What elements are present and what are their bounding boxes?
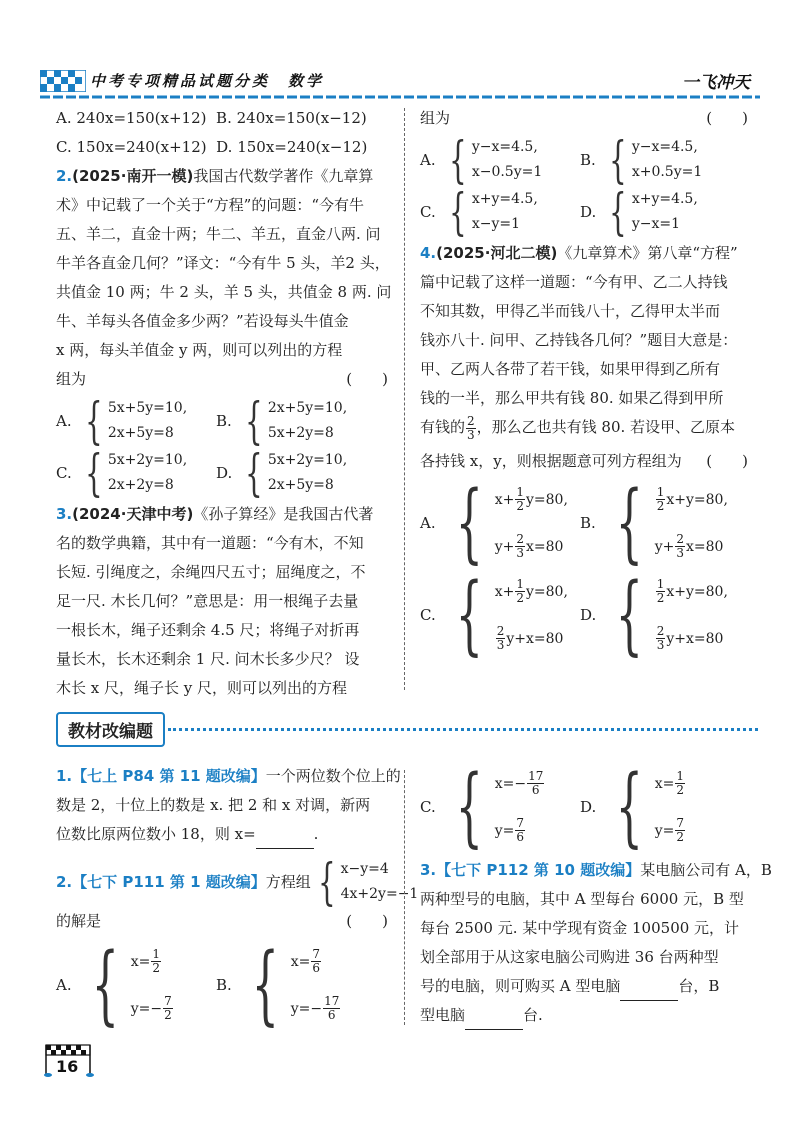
q1-options-row1: A. 240x=150(x+12) B. 240x=150(x−12) bbox=[56, 109, 367, 127]
answer-paren: ( ) bbox=[706, 452, 748, 470]
q3-option-b[interactable]: B. { y−x=4.5, x+0.5y=1 bbox=[580, 131, 703, 189]
q4-option-d[interactable]: D. { $\frac{1}{2}$ x+y=80, $\frac{2}{3}$ y+x=80 bbox=[580, 565, 728, 665]
section-dotted-rule bbox=[168, 728, 758, 731]
q2-option-a[interactable]: A. { 5x+5y=10, 2x+5y=8 bbox=[56, 392, 188, 450]
section-title: 教材改编题 bbox=[56, 712, 165, 747]
answer-blank-a[interactable] bbox=[620, 982, 678, 1001]
textbook-question-3: 3.【七下 P112 第 10 题改编】某电脑公司有 A，B 两种型号的电脑，其中 A 型每台 6000 元，B 型 每台 2500 元. 某中学现有资金 100500 元，计 划全部用于从这家电脑公司购进 36 台两种型 号的电脑，则可购买 A 型电脑 台，B 型电脑 台. bbox=[420, 856, 756, 1030]
question-4: 4.(2025·河北二模)《九章算术》第八章“方程” 篇中记载了这样一道题：“今有甲、乙二人持钱 不知其数，甲得乙半而钱八十，乙得甲太半而 钱亦八十. 问甲、乙持钱各几何？”题目大意是： 甲、乙两人各带了若干钱，如果甲得到乙所有 钱的一半，那么甲共有钱 80. 如果乙得到甲所 有钱的 $\frac{2}{3}$ ，那么乙也共有钱 80. 若设甲、乙原本 各持钱 x，y，则根据题意可列方程组为 ( ) A. { x+ $\frac{1}{2}$ y=80, y+ $\frac{2}{3}$ x=80 B. { $\frac{1}{2}$ x+y=80, y+ $\frac{2}{3}$ x=80 C. { x+ $\frac{1}{2}$ y=80, $\frac{2}{3}$ y+x=80 D. { $\frac{1}{2}$ x+y=80, $\frac{2}{3}$ y+x=80 bbox=[420, 244, 748, 665]
right-column: 组为 ( ) A. { y−x=4.5, x−0.5y=1 B. { y−x=4.5, x+0.5y=1 C. { x+y=4.5, x−y=1 D. { x+y=4.5, y−x=1 4.(2025·河北二模)《九章算术》第八章“方程” 篇中记载了这样一道题：“今有甲、乙二人持钱 不知其数，甲得乙半而钱八十，乙得甲太半而 钱亦八十. 问甲、乙持钱各几何？”题目大意是： 甲、乙两人各带了若干钱，如果甲得到乙所有 钱的一半，那么甲共有钱 80. 如果乙得到甲所 有钱的 $\frac{2}{3}$ ，那么乙也共有钱 80. 若设甲、乙原本 各持钱 x，y，则根据题意可列方程组为 ( ) A. { x+ $\frac{1}{2}$ y=80, y+ $\frac{2}{3}$ x=80 B. { $\frac{1}{2}$ x+y=80, y+ $\frac{2}{3}$ x=80 C. { x+ $\frac{1}{2}$ y=80, $\frac{2}{3}$ y+x=80 D. { $\frac{1}{2}$ x+y=80, $\frac{2}{3}$ y+x=80 bbox=[420, 104, 756, 660]
section-header bbox=[56, 712, 766, 746]
bottom-left-column bbox=[56, 762, 419, 1035]
tq2-option-d[interactable]: D. { x= $\frac{1}{2}$ y= $\frac{7}{2}$ bbox=[580, 757, 684, 857]
answer-paren: ( ) bbox=[706, 109, 748, 127]
question-2: 2.(2025·南开一模)我国古代数学著作《九章算 术》中记载了一个关于“方程”的问题：“今有牛 五、羊二，直金十两；牛二、羊五，直金八两. 问 牛羊各直金几何？”译文：“今有牛 5 头，羊2 头， 共值金 10 两；牛 2 头，羊 5 头，共值金 8 两. 问 牛、羊每头各值金多少两？”若设每头牛值金 x 两，每头羊值金 y 两，则可以列出的方程 组为 ( ) A. { 5x+5y=10, 2x+5y=8 B. { 2x+5y=10, 5x+2y=8 C. { 5x+2y=10, 2x+2y=8 D. { 5x+2y=10, 2x+5y=8 bbox=[56, 167, 392, 502]
answer-blank-b[interactable] bbox=[465, 1011, 523, 1030]
answer-blank[interactable] bbox=[256, 830, 314, 849]
tq2-option-a[interactable]: A. { x= $\frac{1}{2}$ y=− $\frac{7}{2}$ bbox=[56, 935, 172, 1035]
answer-paren: ( ) bbox=[346, 912, 388, 930]
header-title: 中考专项精品试题分类 数学 bbox=[90, 72, 325, 90]
q2-option-c[interactable]: C. { 5x+2y=10, 2x+2y=8 bbox=[56, 444, 188, 502]
q2-option-b[interactable]: B. { 2x+5y=10, 5x+2y=8 bbox=[216, 392, 348, 450]
textbook-question-1: 1.【七上 P84 第 11 题改编】一个两位数个位上的 数是 2，十位上的数是 x. 把 2 和 x 对调，新两 位数比原两位数小 18，则 x= . bbox=[56, 762, 396, 849]
tq2-option-b[interactable]: B. { x= $\frac{7}{6}$ y=− $\frac{17}{6}$ bbox=[216, 935, 340, 1035]
textbook-question-2: 2. 【七下 P111 第 1 题改编】 方程组 { x−y=4 4x+2y=−1 的解是 ( ) A. { x= $\frac{1}{2}$ y=− $\frac{7}{2}$ B. { x= $\frac{7}{6}$ y=− $\frac{17}{6}$ bbox=[56, 853, 419, 1035]
q3-option-a[interactable]: A. { y−x=4.5, x−0.5y=1 bbox=[420, 131, 543, 189]
left-column bbox=[56, 104, 396, 703]
q4-option-b[interactable]: B. { $\frac{1}{2}$ x+y=80, y+ $\frac{2}{3}$ x=80 bbox=[580, 473, 728, 573]
answer-paren: ( ) bbox=[346, 370, 388, 388]
column-divider bbox=[404, 108, 405, 690]
bottom-right-column bbox=[420, 757, 772, 1030]
page-header bbox=[40, 62, 760, 102]
tq2-option-c[interactable]: C. { x=− $\frac{17}{6}$ y= $\frac{7}{6}$ bbox=[420, 757, 544, 857]
page-number: 16 bbox=[56, 1057, 79, 1076]
brand-logo: 一飞冲天 bbox=[682, 73, 750, 93]
q3-option-c[interactable]: C. { x+y=4.5, x−y=1 bbox=[420, 183, 538, 241]
question-3: 3.(2024·天津中考)《孙子算经》是我国古代著 名的数学典籍，其中有一道题：“今有木，不知 长短. 引绳度之，余绳四尺五寸；屈绳度之，不 足一尺. 木长几何？”意思是：用一根绳子去量 一根长木，绳子还剩余 4.5 尺；将绳子对折再 量长木，长木还剩余 1 尺. 问木长多少尺？ 设 木长 x 尺，绳子长 y 尺，则可以列出的方程 bbox=[56, 505, 374, 697]
q3-option-d[interactable]: D. { x+y=4.5, y−x=1 bbox=[580, 183, 698, 241]
header-divider bbox=[40, 94, 760, 100]
q2-option-d[interactable]: D. { 5x+2y=10, 2x+5y=8 bbox=[216, 444, 348, 502]
column-divider-bottom bbox=[404, 770, 405, 1025]
page-number-badge bbox=[44, 1043, 94, 1077]
q4-option-a[interactable]: A. { x+ $\frac{1}{2}$ y=80, y+ $\frac{2}{3}$ x=80 bbox=[420, 473, 568, 573]
checkered-flag-icon bbox=[40, 70, 86, 92]
q4-option-c[interactable]: C. { x+ $\frac{1}{2}$ y=80, $\frac{2}{3}$ y+x=80 bbox=[420, 565, 568, 665]
q1-options-row2: C. 150x=240(x+12) D. 150x=240(x−12) bbox=[56, 138, 368, 156]
